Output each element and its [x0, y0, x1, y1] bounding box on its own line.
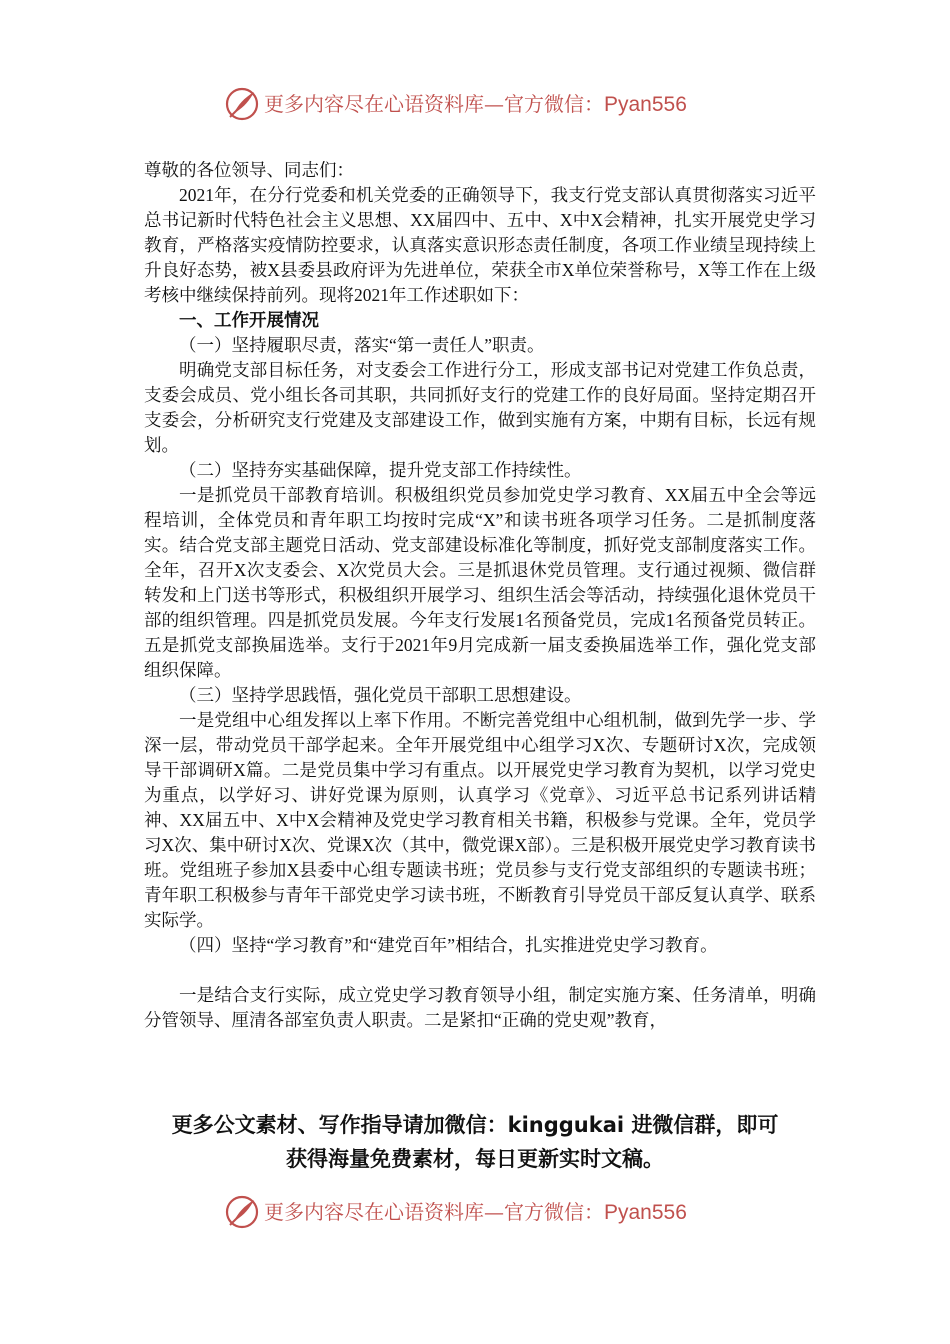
footer-banner [0, 1188, 950, 1236]
footer-wechat-id: Pyan556 [604, 1201, 687, 1224]
subsection-body-2: 一是抓党员干部教育培训。积极组织党员参加党史学习教育、XX届五中全会等远程培训，全体党员和青年职工均按时完成“X”和读书班各项学习任务。二是抓制度落实。结合党支部主题党日活动、党支部建设标准化等制度，抓好党支部制度落实工作。全年，召开X次支委会、X次党员大会。三是抓退休党员管理。支行通过视频、微信群转发和上门送书等形式，积极组织开展学习、组织生活会等活动，持续强化退休党员干部的组织管理。四是抓党员发展。今年支行发展1名预备党员，完成1名预备党员转正。五是抓党支部换届选举。支行于2021年9月完成新一届支委换届选举工作，强化党支部组织保障。 [144, 485, 816, 680]
header-banner-text: 更多内容尽在心语资料库—官方微信： [264, 92, 604, 116]
subsection-body-1: 明确党支部目标任务，对支委会工作进行分工，形成支部书记对党建工作负总责，支委会成员、党小组长各司其职，共同抓好支行的党建工作的良好局面。坚持定期召开支委会，分析研究支行党建及支部建设工作，做到实施有方案，中期有目标，长远有规划。 [144, 360, 816, 455]
promo-notice [0, 1108, 950, 1176]
header-banner [0, 80, 950, 128]
subsection-heading-1: （一）坚持履职尽责，落实“第一责任人”职责。 [179, 335, 545, 355]
quill-logo-icon [224, 1194, 260, 1230]
salutation: 尊敬的各位领导、同志们： [144, 160, 354, 180]
subsection-body-3: 一是党组中心组发挥以上率下作用。不断完善党组中心组机制，做到先学一步、学深一层，带动党员干部学起来。全年开展党组中心组学习X次、专题研讨X次，完成领导干部调研X篇。二是党员集中学习有重点。以开展党史学习教育为契机，以学习党史为重点，以学好习、讲好党课为原则，认真学习《党章》、习近平总书记系列讲话精神、XX届五中、X中X会精神及党史学习教育相关书籍，积极参与党课。全年，党员学习X次、集中研讨X次、党课X次（其中，微党课X部）。三是积极开展党史学习教育读书班。党组班子参加X县委中心组专题读书班；党员参与支行党支部组织的专题读书班；青年职工积极参与青年干部党史学习读书班，不断教育引导党员干部反复认真学、联系实际学。 [144, 710, 816, 930]
paragraph-gap [144, 958, 816, 983]
promo-line-2: 获得海量免费素材，每日更新实时文稿。 [286, 1147, 664, 1171]
subsection-heading-4: （四）坚持“学习教育”和“建党百年”相结合，扎实推进党史学习教育。 [179, 935, 718, 955]
intro-paragraph: 2021年，在分行党委和机关党委的正确领导下，我支行党支部认真贯彻落实习近平总书记新时代特色社会主义思想、XX届四中、五中、X中X会精神，扎实开展党史学习教育，严格落实疫情防控要求，认真落实意识形态责任制度，各项工作业绩呈现持续上升良好态势，被X县委县政府评为先进单位，荣获全市X单位荣誉称号，X等工作在上级考核中继续保持前列。现将2021年工作述职如下： [144, 185, 816, 305]
subsection-body-4: 一是结合支行实际，成立党史学习教育领导小组，制定实施方案、任务清单，明确分管领导、厘清各部室负责人职责。二是紧扣“正确的党史观”教育， [144, 985, 816, 1030]
subsection-heading-3: （三）坚持学思践悟，强化党员干部职工思想建设。 [179, 685, 582, 705]
header-wechat-id: Pyan556 [604, 93, 687, 116]
section-heading-1: 一、工作开展情况 [179, 310, 319, 330]
quill-logo-icon [224, 86, 260, 122]
subsection-heading-2: （二）坚持夯实基础保障，提升党支部工作持续性。 [179, 460, 582, 480]
footer-banner-text: 更多内容尽在心语资料库—官方微信： [264, 1200, 604, 1224]
document-body [144, 158, 816, 1033]
promo-line-1: 更多公文素材、写作指导请加微信：kinggukai 进微信群，即可 [171, 1113, 779, 1137]
